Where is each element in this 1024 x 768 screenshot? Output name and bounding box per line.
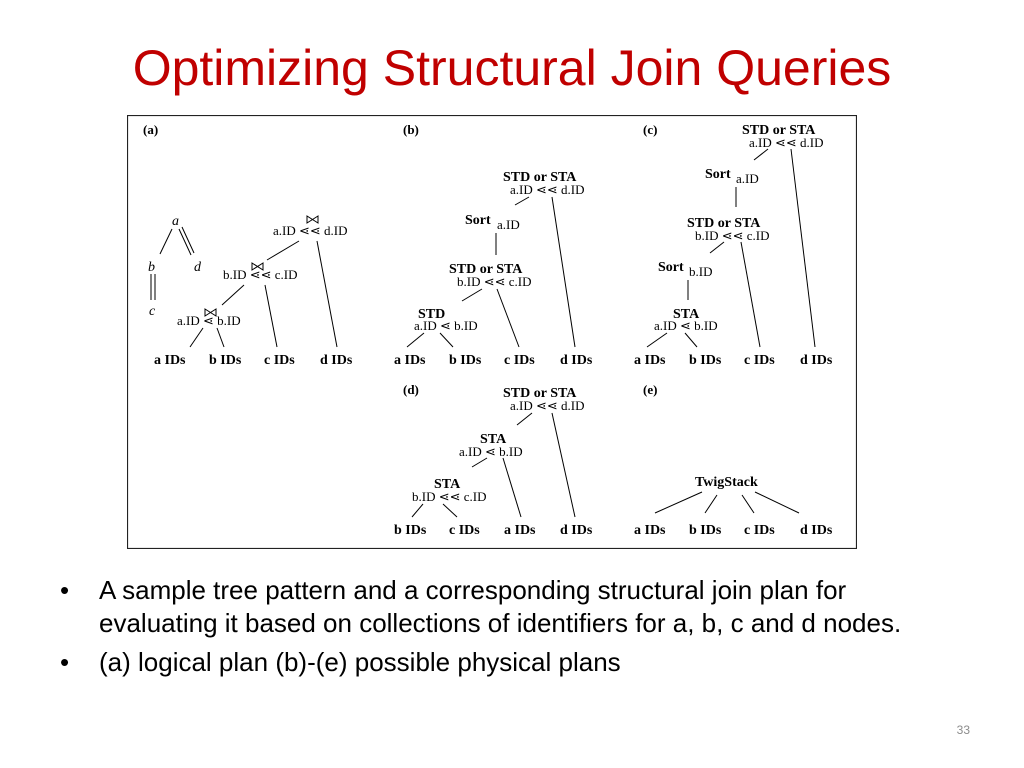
leaf-d-ids: d IDs bbox=[320, 353, 353, 368]
leaf-d-ids: d IDs bbox=[560, 353, 593, 368]
bullet-text: A sample tree pattern and a corresponding structural join plan for evaluating it based on collections of identifiers for a, b, c and d nodes. bbox=[99, 575, 902, 638]
plan-c-sort-2: Sort bbox=[658, 260, 684, 275]
pattern-node-a: a bbox=[172, 214, 179, 229]
plan-d-mid-condition: a.ID ⋖ b.ID bbox=[459, 444, 523, 459]
plan-c-low-condition: a.ID ⋖ b.ID bbox=[654, 318, 718, 333]
slide-title: Optimizing Structural Join Queries bbox=[132, 40, 892, 96]
plan-d-low-op: STA bbox=[434, 477, 461, 492]
bullet-item bbox=[60, 646, 960, 679]
bullet-dot-icon: • bbox=[60, 575, 70, 605]
plan-b-mid-condition: b.ID ⋖⋖ c.ID bbox=[457, 274, 532, 289]
panel-label-b: (b) bbox=[403, 122, 419, 137]
leaf-c-ids: c IDs bbox=[449, 523, 480, 538]
plan-c-sort-key-1: a.ID bbox=[736, 171, 759, 186]
pattern-node-d: d bbox=[194, 260, 201, 275]
plan-d-low-condition: b.ID ⋖⋖ c.ID bbox=[412, 489, 487, 504]
leaf-c-ids: c IDs bbox=[744, 353, 775, 368]
plan-c-mid-condition: b.ID ⋖⋖ c.ID bbox=[695, 228, 770, 243]
plan-c-sort-1: Sort bbox=[705, 167, 731, 182]
leaf-a-ids: a IDs bbox=[634, 523, 666, 538]
bullet-dot-icon: • bbox=[60, 647, 70, 677]
leaf-a-ids: a IDs bbox=[154, 353, 186, 368]
plan-e-twigstack: TwigStack bbox=[695, 475, 758, 490]
leaf-a-ids: a IDs bbox=[394, 353, 426, 368]
pattern-node-b: b bbox=[148, 260, 155, 275]
leaf-d-ids: d IDs bbox=[560, 523, 593, 538]
leaf-b-ids: b IDs bbox=[449, 353, 482, 368]
plan-b-low-op: STD bbox=[418, 307, 446, 322]
leaf-b-ids: b IDs bbox=[394, 523, 427, 538]
plan-c-sort-key-2: b.ID bbox=[689, 264, 713, 279]
bullet-list bbox=[60, 574, 960, 685]
leaf-b-ids: b IDs bbox=[689, 523, 722, 538]
plan-b-root-condition: a.ID ⋖⋖ d.ID bbox=[510, 182, 585, 197]
plans-figure bbox=[127, 115, 857, 549]
leaf-a-ids: a IDs bbox=[634, 353, 666, 368]
leaf-b-ids: b IDs bbox=[209, 353, 242, 368]
leaf-a-ids: a IDs bbox=[504, 523, 536, 538]
plan-d-root-condition: a.ID ⋖⋖ d.ID bbox=[510, 398, 585, 413]
plan-c-root-condition: a.ID ⋖⋖ d.ID bbox=[749, 135, 824, 150]
plan-a-condition-ab: a.ID ⋖ b.ID bbox=[177, 313, 241, 328]
plan-a-condition-ad: a.ID ⋖⋖ d.ID bbox=[273, 223, 348, 238]
plans-diagram bbox=[127, 115, 857, 549]
plan-a-condition-bc: b.ID ⋖⋖ c.ID bbox=[223, 267, 298, 282]
leaf-b-ids: b IDs bbox=[689, 353, 722, 368]
page-number: 33 bbox=[956, 723, 970, 737]
plan-b-mid-op: STD or STA bbox=[449, 262, 523, 277]
plan-b-sort: Sort bbox=[465, 213, 491, 228]
leaf-d-ids: d IDs bbox=[800, 353, 833, 368]
bullet-item bbox=[60, 574, 960, 640]
bullet-text: (a) logical plan (b)-(e) possible physical plans bbox=[99, 647, 621, 677]
plan-b-low-condition: a.ID ⋖ b.ID bbox=[414, 318, 478, 333]
plan-b-root-op: STD or STA bbox=[503, 170, 577, 185]
leaf-c-ids: c IDs bbox=[504, 353, 535, 368]
panel-label-e: (e) bbox=[643, 382, 658, 397]
leaf-d-ids: d IDs bbox=[800, 523, 833, 538]
panel-label-c: (c) bbox=[643, 122, 658, 137]
plan-c-mid-op: STD or STA bbox=[687, 216, 761, 231]
plan-b-sort-key: a.ID bbox=[497, 217, 520, 232]
leaf-c-ids: c IDs bbox=[264, 353, 295, 368]
leaf-c-ids: c IDs bbox=[744, 523, 775, 538]
panel-label-d: (d) bbox=[403, 382, 419, 397]
plan-c-root-op: STD or STA bbox=[742, 123, 816, 138]
plan-c-low-op: STA bbox=[673, 307, 700, 322]
plan-d-mid-op: STA bbox=[480, 432, 507, 447]
panel-label-a: (a) bbox=[143, 122, 159, 137]
pattern-node-c: c bbox=[149, 304, 156, 319]
plan-d-root-op: STD or STA bbox=[503, 386, 577, 401]
